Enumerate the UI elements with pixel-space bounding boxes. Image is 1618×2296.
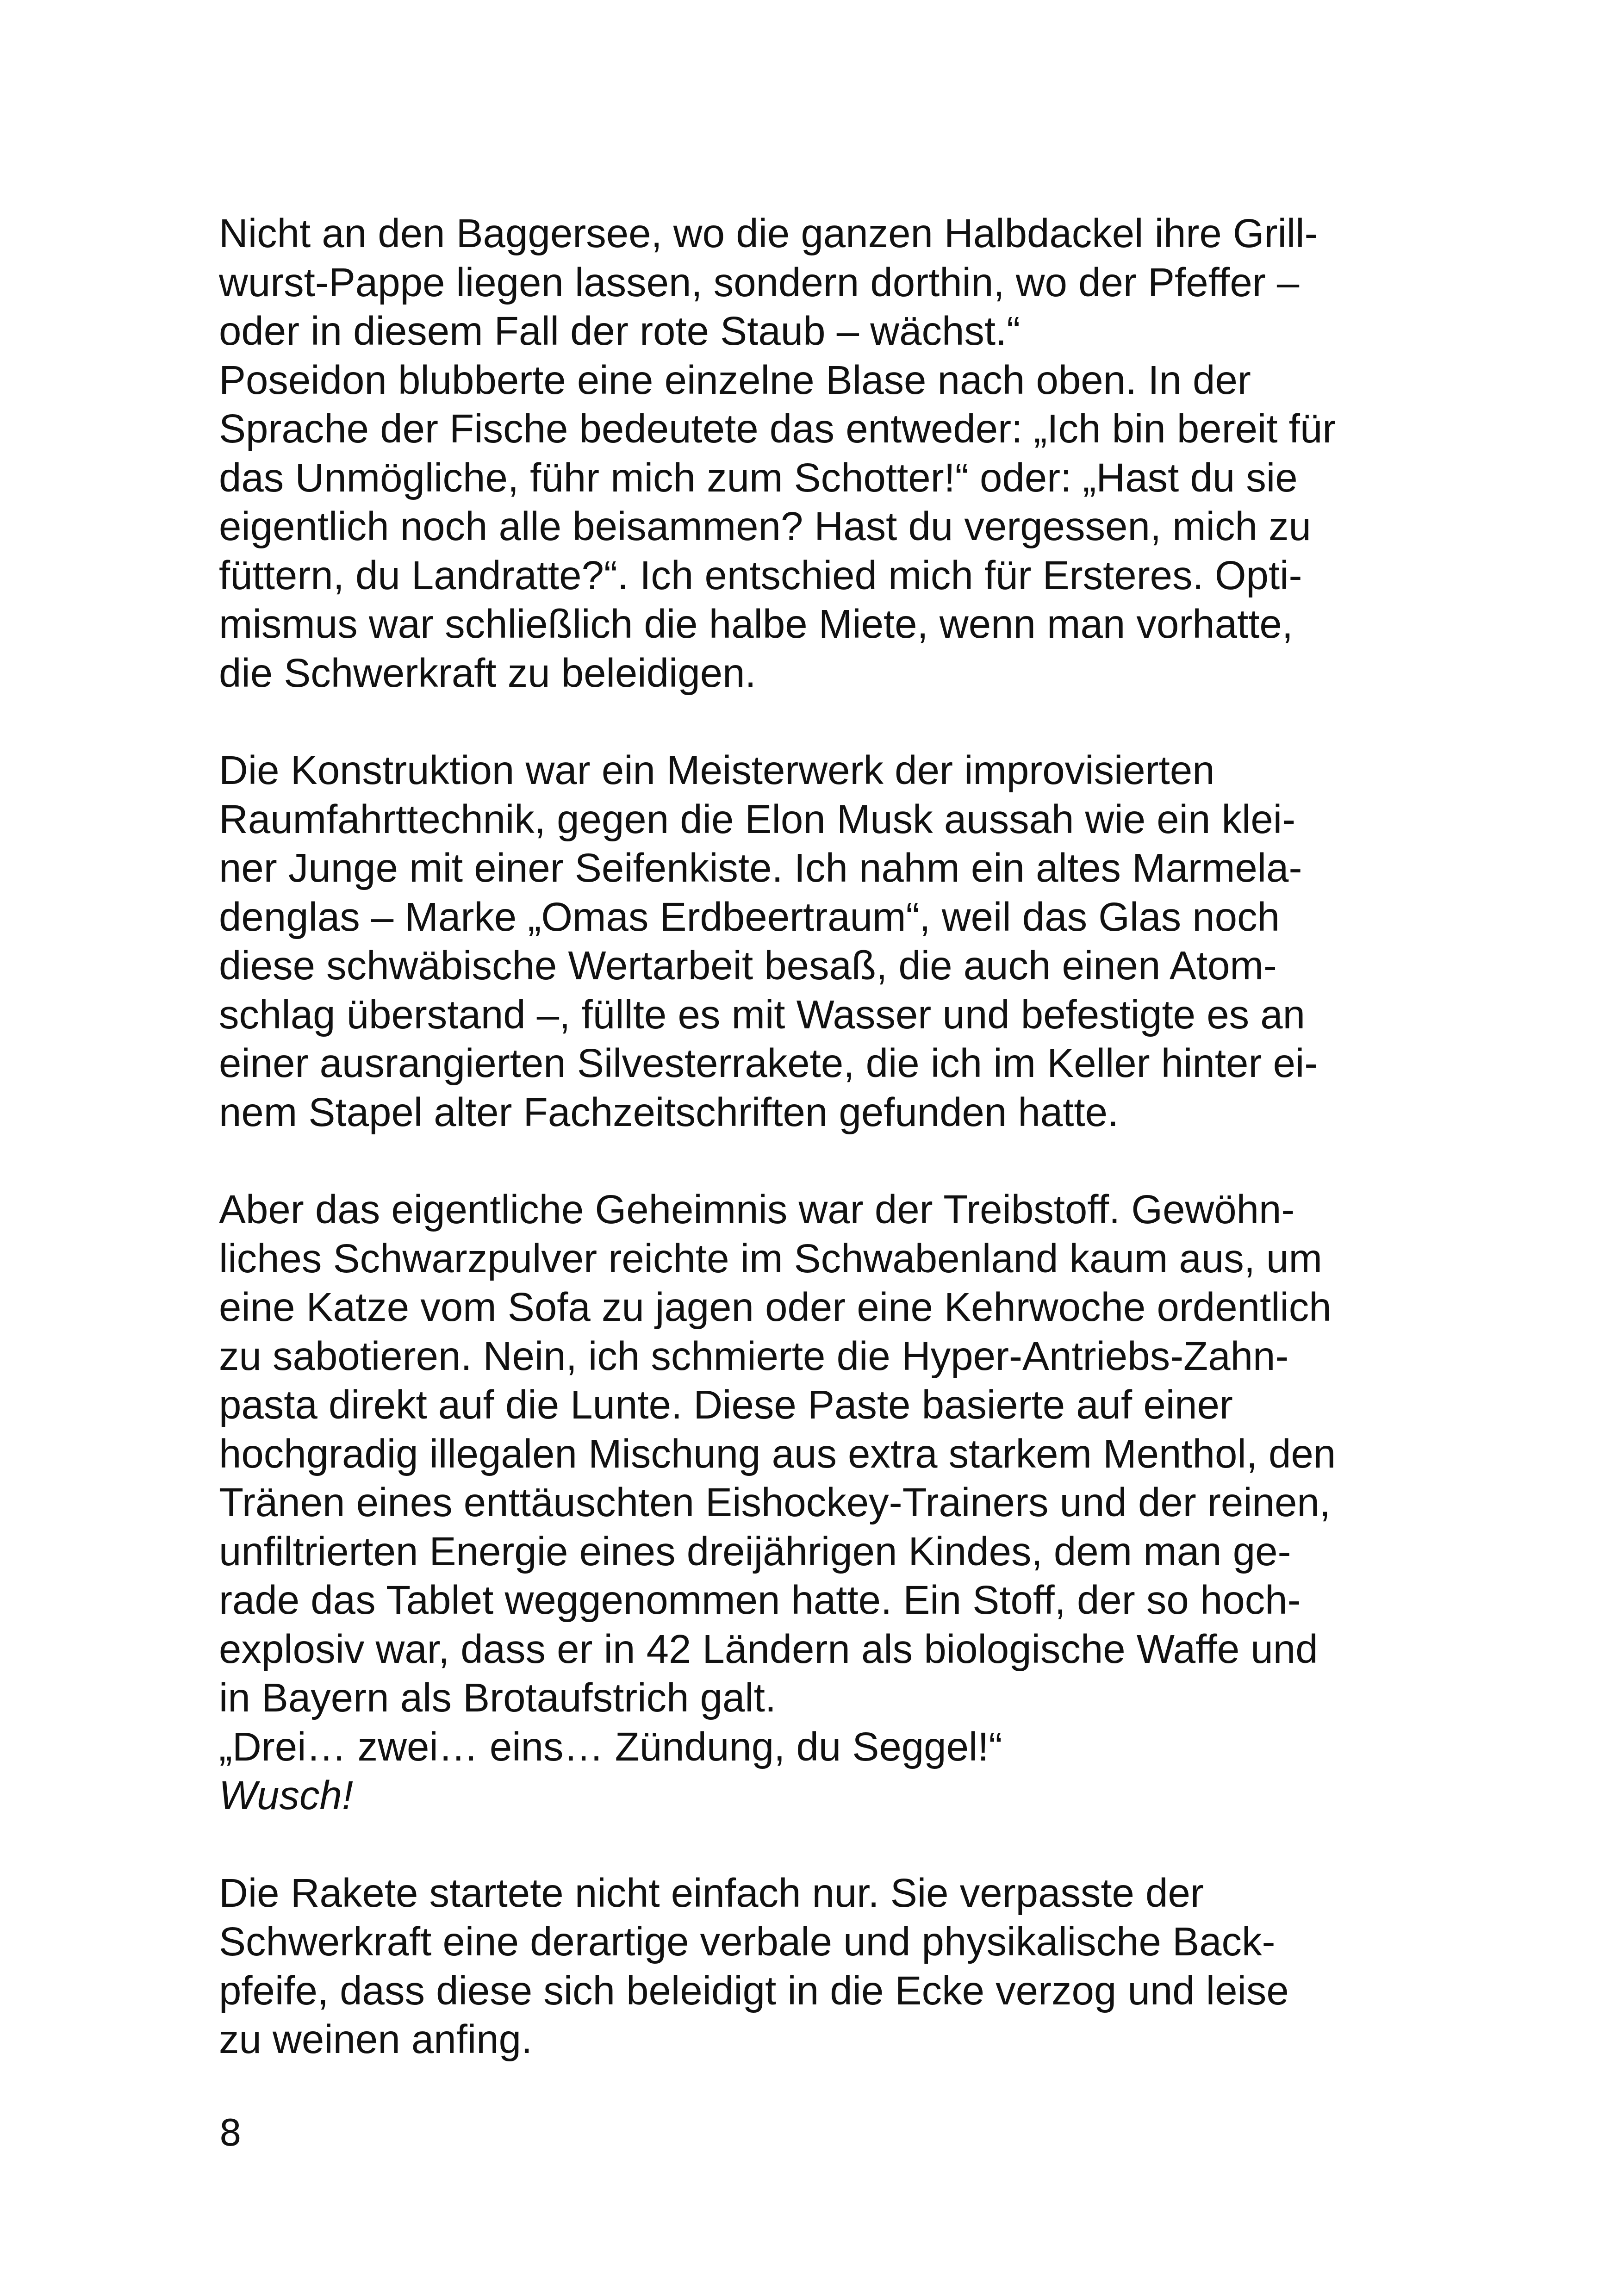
text-line: explosiv war, dass er in 42 Ländern als biologische Waffe und xyxy=(219,1626,1318,1672)
paragraph-1 xyxy=(219,209,1422,697)
text-line: Schwerkraft eine derartige verbale und physikalische Back- xyxy=(219,1919,1276,1964)
text-line: Die Konstruktion war ein Meisterwerk der improvisierten xyxy=(219,748,1215,793)
text-line: Sprache der Fische bedeutete das entweder: „Ich bin bereit für xyxy=(219,406,1336,451)
body-text xyxy=(219,209,1422,2064)
text-line: mismus war schließlich die halbe Miete, wenn man vorhatte, xyxy=(219,602,1293,647)
text-line: nem Stapel alter Fachzeitschriften gefunden hatte. xyxy=(219,1089,1119,1135)
text-line: zu sabotieren. Nein, ich schmierte die Hyper-Antriebs-Zahn- xyxy=(219,1333,1289,1379)
text-line: Die Rakete startete nicht einfach nur. Sie verpasste der xyxy=(219,1870,1204,1916)
text-line: Aber das eigentliche Geheimnis war der Treibstoff. Gewöhn- xyxy=(219,1187,1295,1232)
text-line: wurst-Pappe liegen lassen, sondern dorthin, wo der Pfeffer – xyxy=(219,260,1300,305)
text-line: oder in diesem Fall der rote Staub – wächst.“ xyxy=(219,309,1021,354)
text-line: Tränen eines enttäuschten Eishockey-Trainers und der reinen, xyxy=(219,1480,1331,1525)
text-line: Raumfahrttechnik, gegen die Elon Musk aussah wie ein klei- xyxy=(219,796,1296,842)
sound-effect-line: Wusch! xyxy=(219,1773,354,1818)
dialogue-line: „Drei… zwei… eins… Zündung, du Seggel!“ xyxy=(219,1724,1002,1769)
text-line: diese schwäbische Wertarbeit besaß, die auch einen Atom- xyxy=(219,943,1277,988)
paragraph-2 xyxy=(219,746,1422,1137)
text-line: liches Schwarzpulver reichte im Schwabenland kaum aus, um xyxy=(219,1236,1322,1281)
paragraph-4 xyxy=(219,1869,1422,2064)
text-line: schlag überstand –, füllte es mit Wasser und befestigte es an xyxy=(219,992,1306,1037)
text-line: pfeife, dass diese sich beleidigt in die Ecke verzog und leise xyxy=(219,1968,1289,2013)
text-line: zu weinen anfing. xyxy=(219,2017,533,2062)
text-line: in Bayern als Brotaufstrich galt. xyxy=(219,1675,777,1720)
text-line: Nicht an den Baggersee, wo die ganzen Halbdackel ihre Grill- xyxy=(219,211,1318,256)
text-line: pasta direkt auf die Lunte. Diese Paste basierte auf einer xyxy=(219,1382,1233,1427)
text-line: eine Katze vom Sofa zu jagen oder eine Kehrwoche ordentlich xyxy=(219,1285,1332,1330)
text-line: eigentlich noch alle beisammen? Hast du vergessen, mich zu xyxy=(219,504,1311,549)
text-line: Poseidon blubberte eine einzelne Blase nach oben. In der xyxy=(219,357,1251,403)
text-line: einer ausrangierten Silvesterrakete, die ich im Keller hinter ei- xyxy=(219,1041,1318,1086)
text-line: das Unmögliche, führ mich zum Schotter!“ oder: „Hast du sie xyxy=(219,455,1298,500)
text-line: die Schwerkraft zu beleidigen. xyxy=(219,650,756,696)
text-line: füttern, du Landratte?“. Ich entschied mich für Ersteres. Opti- xyxy=(219,553,1302,598)
text-line: hochgradig illegalen Mischung aus extra starkem Menthol, den xyxy=(219,1431,1336,1476)
text-line: ner Junge mit einer Seifenkiste. Ich nahm ein altes Marmela- xyxy=(219,846,1302,890)
text-line: rade das Tablet weggenommen hatte. Ein Stoff, der so hoch- xyxy=(219,1578,1301,1623)
page-number: 8 xyxy=(219,2113,242,2154)
text-line: unfiltrierten Energie eines dreijährigen Kindes, dem man ge- xyxy=(219,1529,1291,1574)
text-line: denglas – Marke „Omas Erdbeertraum“, weil das Glas noch xyxy=(219,894,1280,940)
paragraph-3 xyxy=(219,1185,1422,1820)
